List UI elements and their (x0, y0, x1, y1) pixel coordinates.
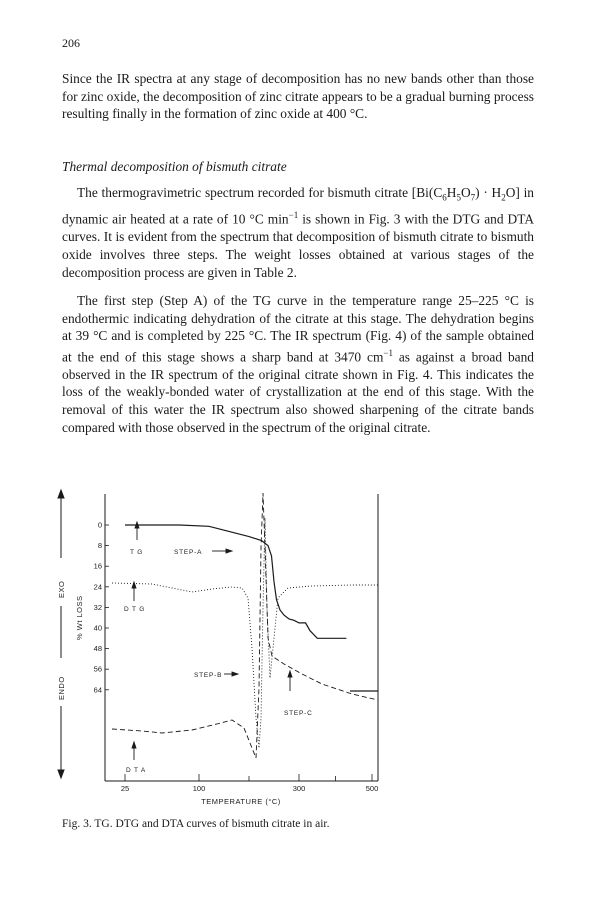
paragraph-zinc-conclusion: Since the IR spectra at any stage of decomposition has no new bands other than those for zinc oxide, the decomposition of zinc citrate appears to be a gradual burning process resulting finally in the formation of zinc oxide at 400 °C. (62, 71, 534, 122)
y-tick-label: 64 (93, 685, 102, 695)
y-axis-label: % Wt LOSS (75, 595, 84, 640)
dtg-label: D T G (124, 606, 146, 613)
exo-endo-indicator (58, 490, 64, 778)
plot-frame (105, 494, 378, 781)
x-tick-label: 25 (120, 784, 130, 793)
x-axis-ticks (121, 774, 378, 793)
y-tick-label: 40 (93, 623, 102, 633)
dtg-curve (112, 518, 378, 748)
paragraph-step-a: The first step (Step A) of the TG curve in the temperature range 25–225 °C is endothermic indicating dehydration of the citrate at this stage. The dehydration begins at 39 °C and is completed by 225 °C. The IR spectrum (Fig. 4) of the sample obtained at the end of this stage shows a sharp band at 3470 $cm^{-1}$ as against a broad band observed in the IR spectrum of the original citrate shown in Fig. 4. This indicates the loss of the weakly-bonded water of crystallization at the end of this stage. With the removal of this water the IR spectrum also showed sharpening of the citrate bands compared with those observed in the spectrum of the original citrate. (62, 293, 534, 435)
step-c-label: STEP-C (284, 710, 313, 717)
endo-label: ENDO (57, 676, 66, 700)
step-b-label: STEP-B (194, 672, 223, 679)
y-tick-label: 24 (93, 582, 102, 592)
step-a-label: STEP-A (174, 549, 203, 556)
figure-caption: Fig. 3. TG. DTG and DTA curves of bismuth citrate in air. (62, 818, 330, 830)
dta-curve (112, 493, 378, 758)
y-tick-label: 8 (97, 541, 102, 551)
y-tick-label: 0 (97, 520, 102, 530)
paragraph-tg-spectrum: The thermogravimetric spectrum recorded for bismuth citrate $[Bi(C_6H_5O_7) \cdot H_2O]$ in dynamic air heated at a rate of 10 °C $\min^{-1}$ is shown in Fig. 3 with the DTG and DTA curves. It is evident from the spectrum that decomposition of bismuth citrate to bismuth oxide involves three steps. The weight losses obtained at various stages of the decomposition process are given in Table 2. (62, 185, 535, 280)
x-tick-label: 300 (292, 784, 306, 793)
dta-label: D T A (126, 767, 147, 774)
tg-label: T G (130, 549, 144, 556)
x-tick-label: 100 (192, 784, 206, 793)
y-axis-ticks (94, 521, 109, 695)
curve-annotations (132, 522, 292, 760)
section-heading: Thermal decomposition of bismuth citrate (62, 159, 287, 174)
tg-dtg-dta-figure (52, 488, 388, 814)
exo-label: EXO (57, 580, 66, 598)
y-tick-label: 56 (93, 664, 102, 674)
y-tick-label: 48 (93, 644, 102, 654)
x-axis-label: TEMPERATURE (°C) (201, 797, 281, 806)
y-tick-label: 16 (93, 561, 102, 571)
chart-svg (52, 488, 388, 814)
tg-curve (125, 525, 346, 638)
x-tick-label: 500 (365, 784, 379, 793)
page-number: 206 (62, 36, 80, 50)
y-tick-label: 32 (93, 602, 102, 612)
